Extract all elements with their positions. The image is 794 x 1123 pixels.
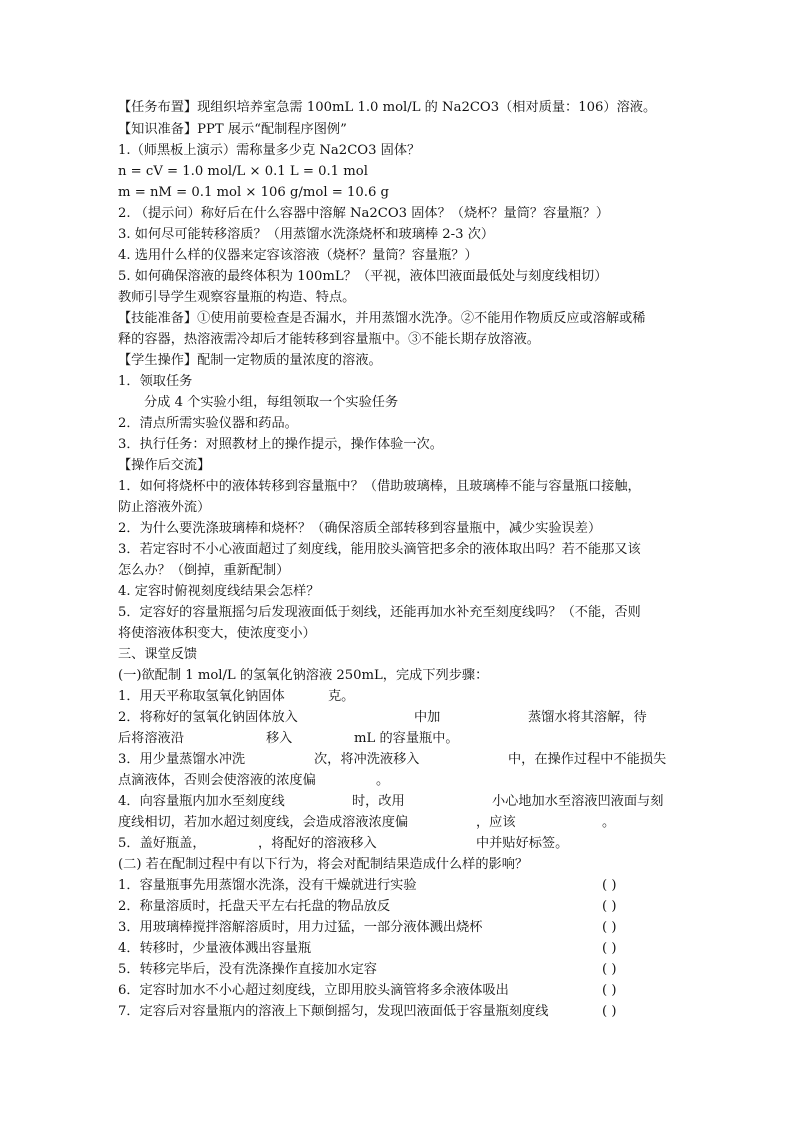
judge-item-text: 6．定容时加水不小心超过刻度线，立即用胶头滴管将多余液体吸出: [118, 983, 509, 998]
fill-2-text-e: 移入: [266, 731, 293, 746]
question-1: 1.（师黑板上演示）需称量多少克 Na2CO3 固体？: [118, 143, 421, 158]
feedback-title: 三、课堂反馈: [118, 647, 198, 662]
operation-step-1-detail: 分成 4 个实验小组，每组领取一个实验任务: [144, 395, 399, 410]
fill-2-text-d: 后将溶液沿: [118, 731, 184, 746]
judge-item-text: 4．转移时，少量液体溅出容量瓶: [118, 941, 312, 956]
fill-5-text-a: 5．盖好瓶盖，: [118, 836, 206, 851]
fill-5-text-c: 中并贴好标签。: [476, 836, 569, 851]
operation-step-2: 2．清点所需实验仪器和药品。: [118, 416, 298, 431]
fill-3-text-c: 中，在操作过程中不能损失: [508, 752, 667, 767]
equation-1: n = cV = 1.0 mol/L × 0.1 L = 0.1 mol: [118, 164, 368, 179]
judge-item-text: 3．用玻璃棒搅拌溶解溶质时，用力过猛，一部分液体溅出烧杯: [118, 920, 483, 935]
exchange-4: 4. 定容时俯视刻度线结果会怎样？: [118, 584, 320, 599]
fill-2-text-c: 蒸馏水将其溶解，待: [528, 710, 647, 725]
fill-4-text-a: 4．向容量瓶内加水至刻度线: [118, 794, 285, 809]
question-3: 3. 如何尽可能转移溶质？（用蒸馏水洗涤烧杯和玻璃棒 2-3 次）: [118, 227, 495, 242]
operation-step-1: 1．领取任务: [118, 374, 193, 389]
answer-parentheses: ( ): [602, 1004, 617, 1019]
fill-3-text-a: 3．用少量蒸馏水冲洗: [118, 752, 246, 767]
task-line: 【任务布置】现组织培养室急需 100mL 1.0 mol/L 的 Na2CO3（相对质量：106）溶液。: [118, 100, 657, 115]
answer-parentheses: ( ): [602, 941, 617, 956]
fill-5-text-b: ，将配好的溶液移入: [258, 836, 377, 851]
fill-3-text-e: 。: [376, 773, 390, 788]
fill-1-text-b: 克。: [328, 689, 355, 704]
operation-title: 【学生操作】配制一定物质的量浓度的溶液。: [118, 353, 382, 368]
judge-item-text: 5．转移完毕后，没有洗涤操作直接加水定容: [118, 962, 377, 977]
exchange-3b: 怎么办？（倒掉，重新配制）: [118, 563, 290, 578]
knowledge-title: 【知识准备】PPT 展示“配制程序图例”: [118, 122, 347, 137]
feedback-part-2-title: (二) 若在配制过程中有以下行为，将会对配制结果造成什么样的影响？: [118, 857, 529, 872]
answer-parentheses: ( ): [602, 920, 617, 935]
fill-4-text-e: ，应该: [476, 815, 516, 830]
exchange-1b: 防止溶液外流）: [118, 500, 211, 515]
equation-2: m = nM = 0.1 mol × 106 g/mol = 10.6 g: [118, 185, 389, 200]
judge-item-text: 7．定容后对容量瓶内的溶液上下颠倒摇匀，发现凹液面低于容量瓶刻度线: [118, 1004, 549, 1019]
answer-parentheses: ( ): [602, 878, 617, 893]
teacher-guide: 教师引导学生观察容量瓶的构造、特点。: [118, 290, 356, 305]
fill-4-text-b: 时，改用: [352, 794, 405, 809]
fill-3-text-b: 次，将冲洗液移入: [314, 752, 420, 767]
judge-item-text: 2．称量溶质时，托盘天平左右托盘的物品放反: [118, 899, 391, 914]
answer-parentheses: ( ): [602, 983, 617, 998]
exchange-5a: 5．定容好的容量瓶摇匀后发现液面低于刻线，还能再加水补充至刻度线吗？（不能，否则: [118, 605, 641, 620]
fill-4-text-f: 。: [602, 815, 616, 830]
exchange-5b: 将使溶液体积变大，使浓度变小）: [118, 626, 316, 641]
skill-line-2: 释的容器，热溶液需冷却后才能转移到容量瓶中。③不能长期存放溶液。: [118, 332, 540, 347]
judge-item-text: 1．容量瓶事先用蒸馏水洗涤，没有干燥就进行实验: [118, 878, 417, 893]
operation-step-3: 3．执行任务：对照教材上的操作提示，操作体验一次。: [118, 437, 443, 452]
question-4: 4. 选用什么样的仪器来定容该溶液（烧杯？量筒？容量瓶？）: [118, 248, 478, 263]
exchange-1a: 1．如何将烧杯中的液体转移到容量瓶中？（借助玻璃棒，且玻璃棒不能与容量瓶口接触，: [118, 479, 641, 494]
fill-2-text-a: 2．将称好的氢氧化钠固体放入: [118, 710, 298, 725]
fill-4-text-d: 度线相切，若加水超过刻度线，会造成溶液浓度偏: [118, 815, 409, 830]
answer-parentheses: ( ): [602, 962, 617, 977]
fill-2-text-b: 中加: [414, 710, 441, 725]
fill-2-text-f: mL 的容量瓶中。: [354, 731, 459, 746]
fill-4-text-c: 小心地加水至溶液凹液面与刻: [492, 794, 664, 809]
question-2: 2. （提示问）称好后在什么容器中溶解 Na2CO3 固体？（烧杯？量筒？容量瓶？）: [118, 206, 610, 221]
skill-line-1: 【技能准备】①使用前要检查是否漏水，并用蒸馏水洗净。②不能用作物质反应或溶解或稀: [118, 311, 646, 326]
feedback-part-1-title: (一)欲配制 1 mol/L 的氢氧化钠溶液 250mL，完成下列步骤：: [118, 668, 489, 683]
exchange-2: 2．为什么要洗涤玻璃棒和烧杯？（确保溶质全部转移到容量瓶中，减少实验误差）: [118, 521, 602, 536]
question-5: 5. 如何确保溶液的最终体积为 100mL？（平视，液体凹液面最低处与刻度线相切）: [118, 269, 608, 284]
fill-3-text-d: 点滴液体，否则会使溶液的浓度偏: [118, 773, 316, 788]
answer-parentheses: ( ): [602, 899, 617, 914]
exchange-3a: 3．若定容时不小心液面超过了刻度线，能用胶头滴管把多余的液体取出吗？若不能那又该: [118, 542, 641, 557]
fill-1-text-a: 1．用天平称取氢氧化钠固体: [118, 689, 285, 704]
exchange-title: 【操作后交流】: [118, 458, 211, 473]
